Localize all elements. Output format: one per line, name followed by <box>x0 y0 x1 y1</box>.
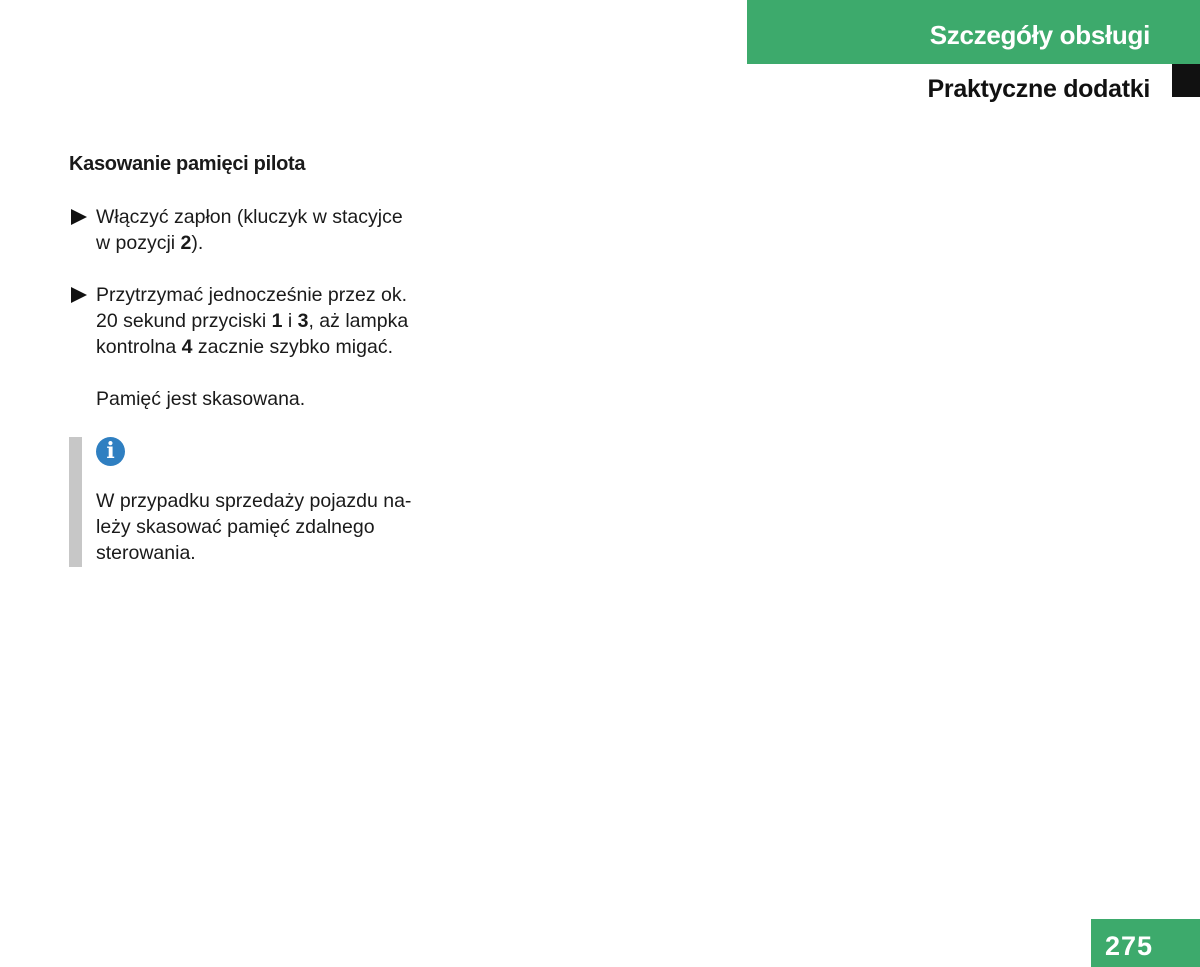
section-title: Szczegóły obsługi <box>929 20 1150 50</box>
info-icon: i <box>96 437 125 466</box>
page-number: 275 <box>1105 931 1154 961</box>
note-line: leży skasować pamięć zdalnego <box>96 516 375 539</box>
thumb-index-tab <box>1172 64 1200 97</box>
note-line: sterowania. <box>96 542 196 565</box>
step-text: 20 sekund przyciski <box>96 309 272 332</box>
position-number: 2 <box>180 232 192 255</box>
step-line <box>96 230 419 256</box>
step-text: i <box>282 309 298 332</box>
step-text: , aż lampka <box>308 309 409 332</box>
main-content <box>69 150 419 567</box>
step-line: Przytrzymać jednocześnie przez ok. <box>96 283 408 306</box>
note-side-bar <box>69 437 82 567</box>
info-note <box>69 437 419 567</box>
section-heading: Kasowanie pamięci pilota <box>69 153 306 175</box>
instruction-step <box>69 204 419 257</box>
triangle-bullet-icon <box>71 209 87 225</box>
step-text: w pozycji <box>96 232 181 255</box>
chapter-title: Praktyczne dodatki <box>927 75 1150 103</box>
result-text: Pamięć jest skasowana. <box>96 388 306 411</box>
step-text: ). <box>191 232 204 255</box>
step-text: kontrolna <box>96 336 182 359</box>
page-number-box <box>1091 919 1200 967</box>
instruction-step <box>69 282 419 361</box>
button-number: 3 <box>297 309 309 332</box>
step-text: zacznie szybko migać. <box>192 336 393 359</box>
triangle-bullet-icon <box>71 287 87 303</box>
note-text <box>96 488 419 567</box>
note-line: W przypadku sprzedaży pojazdu na- <box>96 489 412 512</box>
step-line <box>96 308 419 334</box>
step-line: Włączyć zapłon (kluczyk w stacyjce <box>96 206 403 228</box>
step-line <box>96 334 419 360</box>
button-number: 1 <box>271 309 283 332</box>
lamp-number: 4 <box>181 336 193 359</box>
